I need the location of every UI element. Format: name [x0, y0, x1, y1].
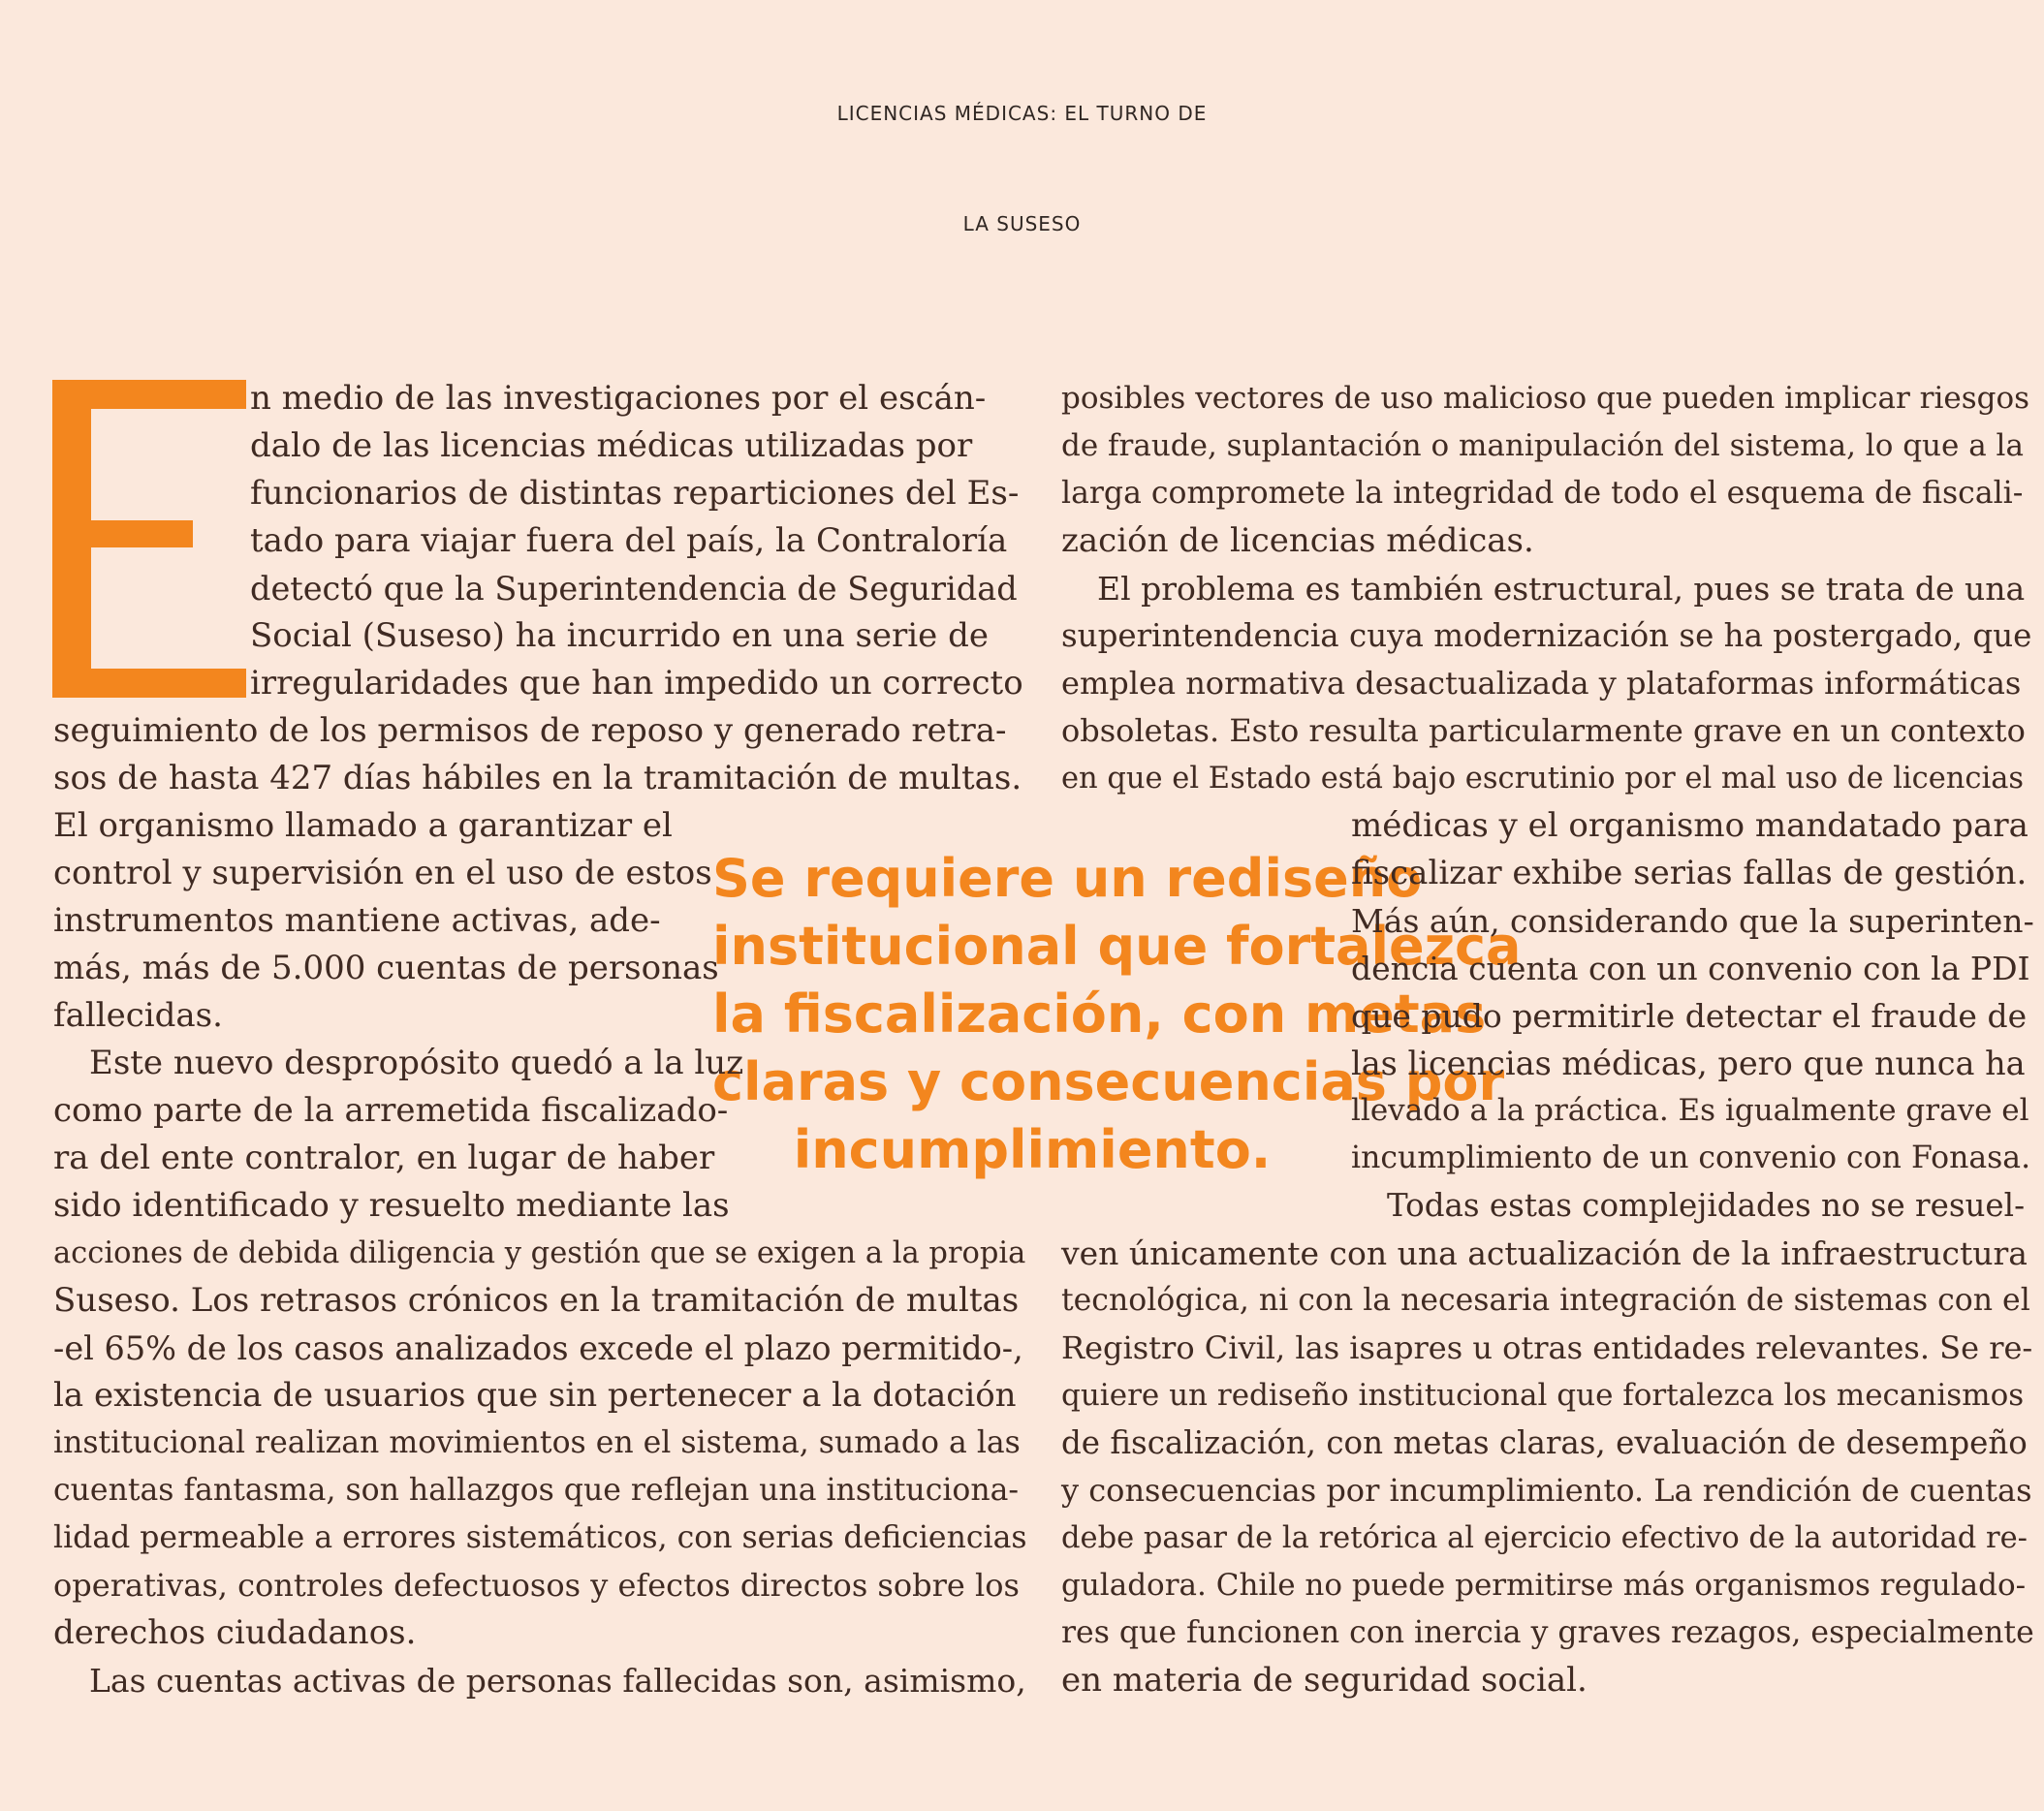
body-line: tecnológica, ni con la necesaria integración de sistemas con el [1061, 1283, 2030, 1318]
body-line: de fraude, suplantación o manipulación del sistema, lo que a la [1061, 428, 2024, 463]
body-line: posibles vectores de uso malicioso que pueden implicar riesgos [1061, 381, 2030, 416]
pull-quote-line: institucional que fortalezca [712, 916, 1522, 977]
body-line: Registro Civil, las isapres u otras entidades relevantes. Se re- [1061, 1329, 2033, 1366]
body-line: quiere un rediseño institucional que fortalezca los mecanismos [1061, 1378, 2025, 1413]
body-line: ven únicamente con una actualización de la infraestructura [1061, 1234, 2028, 1272]
body-line: larga compromete la integridad de todo el esquema de fiscali- [1061, 476, 2024, 511]
body-line: Este nuevo despropósito quedó a la luz [89, 1044, 744, 1082]
body-line: Social (Suseso) ha incurrido en una serie de [250, 616, 989, 655]
body-line: institucional realizan movimientos en el sistema, sumado a las [53, 1425, 1021, 1460]
body-line: Todas estas complejidades no se resuel- [1387, 1187, 2026, 1224]
body-line: Suseso. Los retrasos crónicos en la tramitación de multas [53, 1281, 1020, 1320]
body-line: que pudo permitirle detectar el fraude de [1351, 997, 2028, 1035]
body-line: irregularidades que han impedido un correcto [250, 664, 1023, 703]
body-line: El organismo llamado a garantizar el [53, 806, 673, 845]
body-line: derechos ciudadanos. [53, 1613, 417, 1652]
pull-quote-line: la fiscalización, con metas [712, 984, 1487, 1045]
body-line: guladora. Chile no puede permitirse más organismos regulado- [1061, 1568, 2027, 1603]
body-line: sos de hasta 427 días hábiles en la tramitación de multas. [53, 759, 1022, 797]
body-line: incumplimiento de un convenio con Fonasa. [1351, 1140, 2031, 1175]
body-line: cuentas fantasma, son hallazgos que reflejan una instituciona- [53, 1473, 1020, 1508]
headline-line: LA SUSESO [962, 212, 1082, 235]
body-line: seguimiento de los permisos de reposo y generado retra- [53, 711, 1007, 750]
body-line: acciones de debida diligencia y gestión que se exigen a la propia [53, 1236, 1026, 1270]
body-line: médicas y el organismo mandatado para [1351, 806, 2028, 845]
body-line: operativas, controles defectuosos y efectos directos sobre los [53, 1567, 1020, 1604]
body-line: obsoletas. Esto resulta particularmente grave en un contexto [1061, 712, 2026, 749]
pull-quote-line: incumplimiento. [793, 1119, 1272, 1180]
body-line: de fiscalización, con metas claras, evaluación de desempeño [1061, 1424, 2028, 1461]
headline-line: LICENCIAS MÉDICAS: EL TURNO DE [836, 102, 1208, 125]
body-line: Más aún, considerando que la superinten- [1351, 902, 2034, 940]
body-line: superintendencia cuya modernización se ha postergado, que [1061, 617, 2032, 654]
body-line: en materia de seguridad social. [1061, 1661, 1588, 1700]
pull-quote-line: claras y consecuencias por [712, 1051, 1505, 1112]
body-line: res que funcionen con inercia y graves rezagos, especialmente [1061, 1615, 2034, 1650]
drop-cap [52, 380, 246, 698]
body-line: n medio de las investigaciones por el escán- [250, 379, 987, 418]
body-line: dalo de las licencias médicas utilizadas por [250, 426, 973, 465]
body-line: ra del ente contralor, en lugar de haber [53, 1139, 715, 1177]
body-line: funcionarios de distintas reparticiones del Es- [250, 474, 1020, 513]
body-line: llevado a la práctica. Es igualmente grave el [1351, 1093, 2029, 1128]
body-line: control y supervisión en el uso de estos [53, 854, 712, 892]
body-line: emplea normativa desactualizada y plataformas informáticas [1061, 665, 2022, 702]
pull-quote [712, 845, 1522, 1184]
body-line: la existencia de usuarios que sin pertenecer a la dotación [53, 1376, 1017, 1415]
body-line: El problema es también estructural, pues se trata de una [1097, 570, 2026, 608]
body-line: Las cuentas activas de personas fallecidas son, asimismo, [89, 1662, 1026, 1700]
body-line: debe pasar de la retórica al ejercicio efectivo de la autoridad re- [1061, 1521, 2028, 1555]
body-line: dencia cuenta con un convenio con la PDI [1351, 950, 2030, 987]
body-line: lidad permeable a errores sistemáticos, con serias deficiencias [53, 1520, 1027, 1555]
body-line: como parte de la arremetida fiscalizado- [53, 1091, 729, 1130]
body-line: -el 65% de los casos analizados excede el plazo permitido-, [53, 1329, 1023, 1367]
body-line: las licencias médicas, pero que nunca ha [1351, 1045, 2026, 1082]
body-line: en que el Estado está bajo escrutinio por el mal uso de licencias [1061, 762, 2025, 796]
body-line: y consecuencias por incumplimiento. La rendición de cuentas [1061, 1472, 2032, 1509]
body-line: fiscalizar exhibe serias fallas de gestión. [1351, 854, 2028, 892]
pull-quote-line: Se requiere un rediseño [712, 848, 1423, 909]
body-line: fallecidas. [53, 996, 223, 1035]
body-line: más, más de 5.000 cuentas de personas [53, 949, 719, 987]
body-line: tado para viajar fuera del país, la Contraloría [250, 521, 1008, 560]
body-line: sido identificado y resuelto mediante las [53, 1186, 730, 1225]
body-line: instrumentos mantiene activas, ade- [53, 901, 661, 940]
body-line: zación de licencias médicas. [1061, 521, 1534, 560]
body-line: detectó que la Superintendencia de Seguridad [250, 570, 1018, 608]
headline [0, 58, 2044, 279]
